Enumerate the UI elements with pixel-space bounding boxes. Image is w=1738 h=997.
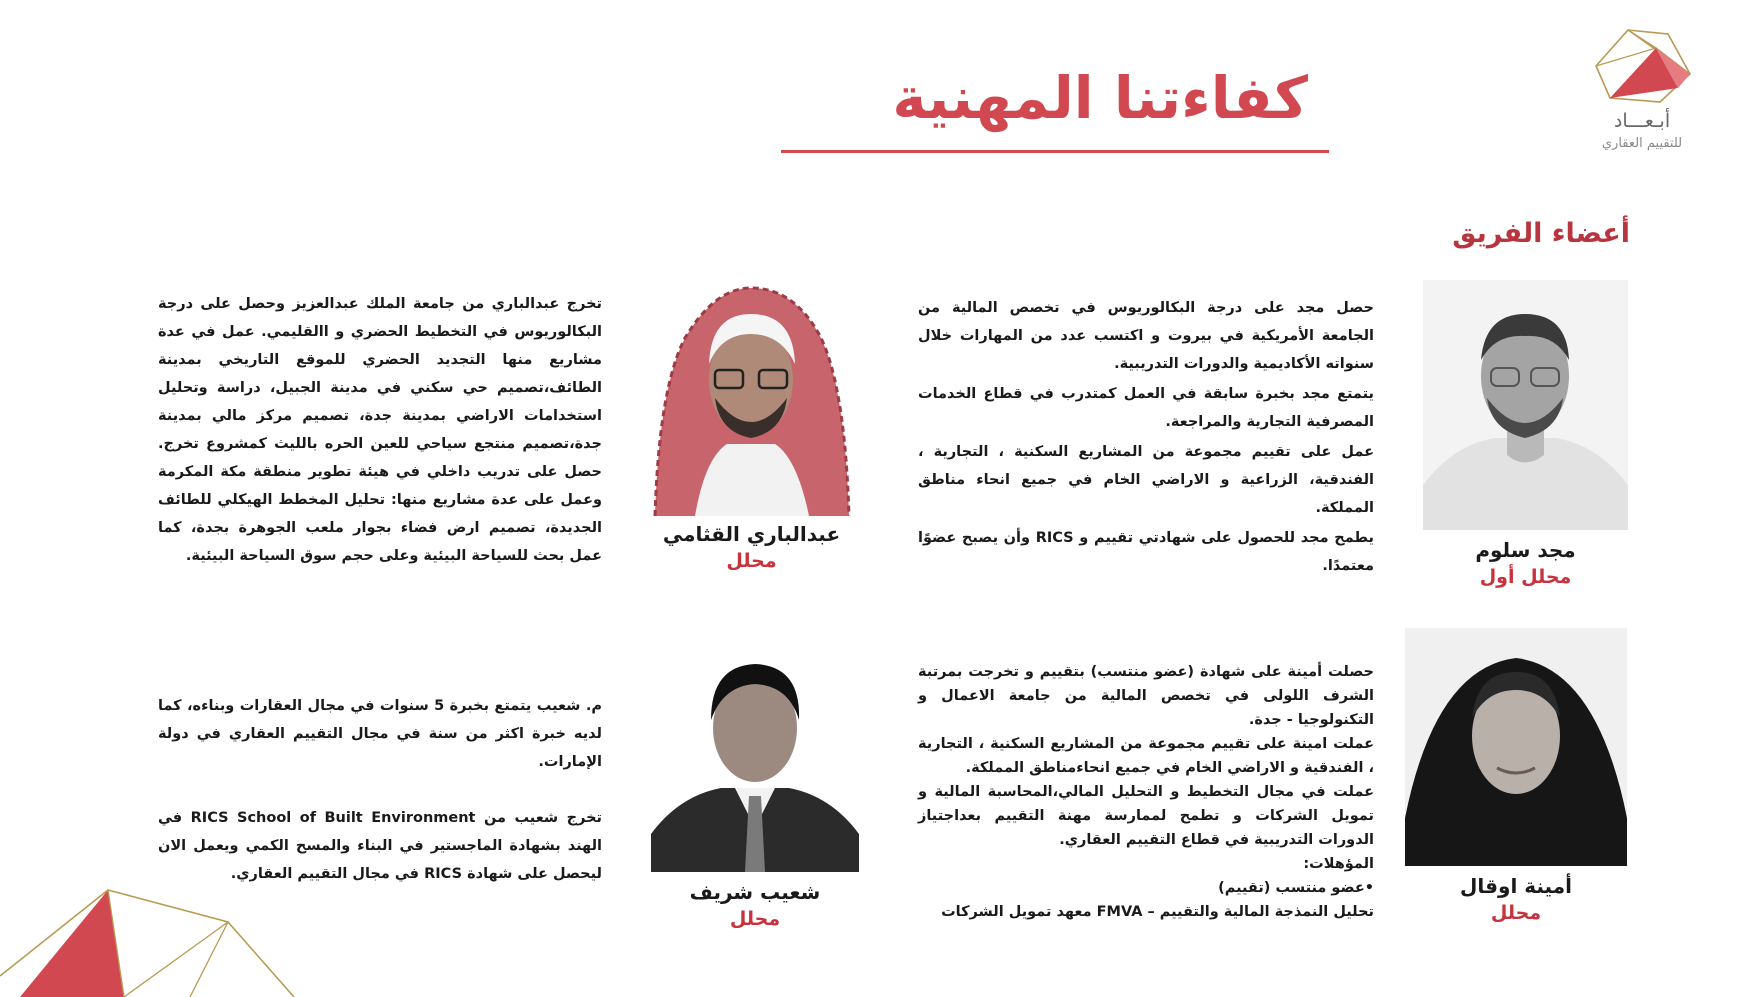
member-role-amina: محلل <box>1490 902 1542 924</box>
company-logo <box>1590 26 1694 160</box>
geometric-logo-icon <box>1590 26 1694 108</box>
bio-paragraph: م. شعيب يتمتع بخبرة 5 سنوات في مجال العقارات وبناءه، كما لديه خبرة اكثر من سنة في مجال التقييم العقاري في دولة الإمارات. <box>158 698 602 770</box>
member-role-shoaib: محلل <box>729 908 781 930</box>
logo-name: أبـعـــاد <box>1613 110 1671 132</box>
person-photo-icon <box>651 628 859 872</box>
bio-paragraph: حصلت أمينة على شهادة (عضو منتسب) بتقييم و تخرجت بمرتبة الشرف اللولى في تخصص المالية من جامعة الاعمال و التكنولوجيا - جدة. <box>918 664 1374 728</box>
member-photo-shoaib <box>651 628 859 872</box>
member-name-majd: مجد سلوم <box>1475 538 1576 562</box>
section-title: أعضاء الفريق <box>1452 218 1630 249</box>
member-photo-abdulbari <box>645 268 858 516</box>
member-role-majd: محلل أول <box>1479 566 1572 588</box>
member-bio-majd <box>918 294 1374 582</box>
bio-paragraph: المؤهلات: <box>1303 856 1374 872</box>
decorative-corner-shape <box>0 872 300 997</box>
bio-paragraph: يتمتع مجد بخبرة سابقة في العمل كمتدرب في قطاع الخدمات المصرفية التجارية والمراجعة. <box>918 386 1374 430</box>
member-name-amina: أمينة اوقال <box>1460 874 1572 898</box>
bio-paragraph: تخرج شعيب من RICS School of Built Environment في الهند بشهادة الماجستير في البناء والمسح الكمي ويعمل الان ليحصل على شهادة RICS في مجال التقييم العقاري. <box>158 810 602 882</box>
title-underline <box>781 150 1329 153</box>
bio-paragraph: عملت امينة على تقييم مجموعة من المشاريع السكنية ، التجارية ، الفندقية و الاراضي الخام في جميع انحاءمناطق المملكة. <box>918 736 1374 776</box>
bio-paragraph: عملت في مجال التخطيط و التحليل المالي،المحاسبة المالية و تمويل الشركات و تطمح لممارسة مهنة التقييم بعداجتياز الدورات التدريبية في قطاع التقييم العقاري. <box>918 784 1374 848</box>
bio-paragraph: تحليل النمذجة المالية والتقييم – FMVA معهد تمويل الشركات <box>941 904 1374 920</box>
member-role-abdulbari: محلل <box>726 550 777 572</box>
member-name-abdulbari: عبدالباري القثامي <box>662 522 841 546</box>
member-bio-abdulbari <box>158 290 602 572</box>
person-photo-icon <box>1423 280 1628 530</box>
bio-paragraph: حصل مجد على درجة البكالوريوس في تخصص المالية من الجامعة الأمريكية في بيروت و اكتسب عدد من المهارات خلال سنواته الأكاديمية والدورات التدريبية. <box>918 300 1374 372</box>
logo-subtitle: للتقييم العقاري <box>1601 136 1683 151</box>
member-photo-majd <box>1423 280 1628 530</box>
person-photo-icon <box>1405 628 1627 866</box>
member-name-shoaib: شعيب شريف <box>689 880 821 904</box>
bio-paragraph: •عضو منتسب (تقييم) <box>1218 880 1374 896</box>
member-bio-shoaib <box>158 692 602 890</box>
bio-paragraph: عمل على تقييم مجموعة من المشاريع السكنية ، التجارية ، الفندقية، الزراعية و الاراضي الخام في جميع انحاء مناطق المملكة. <box>918 444 1374 516</box>
bio-paragraph: يطمح مجد للحصول على شهادتي تقييم و RICS وأن يصبح عضوًا معتمدًا. <box>918 530 1374 574</box>
page-title: كفاءتنا المهنية <box>892 64 1308 132</box>
person-photo-icon <box>645 268 858 516</box>
member-photo-amina <box>1405 628 1627 866</box>
bio-paragraph: تخرج عبدالباري من جامعة الملك عبدالعزيز وحصل على درجة البكالوريوس في التخطيط الحضري و االقليمي. عمل في عدة مشاريع منها التجديد الحضري للموقع التاريخي بمدينة الطائف،تصميم حي سكني في مدينة الجبيل، دراسة وتحليل استخدامات الاراضي بمدينة جدة، تصميم مركز مالي بمدينة جدة،تصميم منتجع سياحي للعين الحره بالليث كمشروع تخرج. حصل على تدريب داخلي في هيئة تطوير منطقة مكة المكرمة وعمل على عدة مشاريع منها: تحليل المخطط الهيكلي للطائف الجديدة، تصميم ارض فضاء بجوار ملعب الجوهرة بجدة، كما عمل بحث للسياحة البيئية وعلى حجم سوق السياحة البيئية. <box>158 296 602 564</box>
member-bio-amina <box>918 660 1374 924</box>
